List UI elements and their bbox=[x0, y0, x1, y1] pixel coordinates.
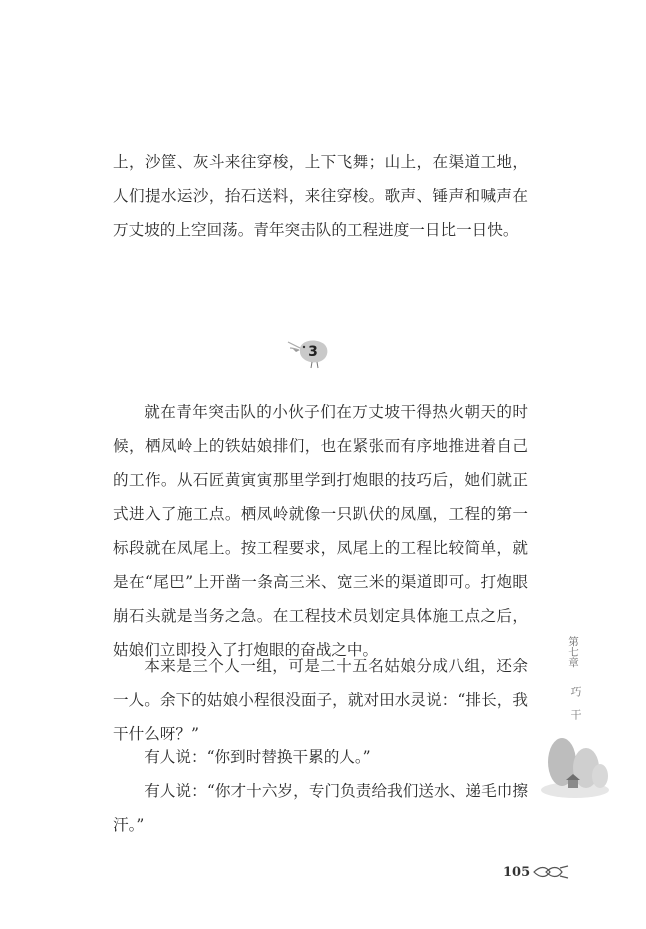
landscape-illustration bbox=[540, 732, 610, 802]
paragraph-2: 本来是三个人一组，可是二十五名姑娘分成八组，还余一人。余下的姑娘小程很没面子，就对田水灵说：“排长，我干什么呀？” bbox=[113, 657, 528, 743]
bird-icon bbox=[286, 334, 334, 370]
paragraph-3: 有人说：“你到时替换干累的人。” bbox=[144, 748, 371, 766]
leaf-ornament-icon bbox=[532, 864, 570, 880]
page-number: 105 bbox=[503, 865, 531, 880]
paragraph-1: 就在青年突击队的小伙子们在万丈坡干得热火朝天的时候，栖凤岭上的铁姑娘排们，也在紧张而有序地推进着自己的工作。从石匠黄寅寅那里学到打炮眼的技巧后，她们就正式进入了施工点。栖凤岭就像一只趴伏的凤凰，工程的第一标段就在凤尾上。按工程要求，凤尾上的工程比较简单，就是在“尾巴”上开凿一条高三米、宽三米的渠道即可。打炮眼崩石头就是当务之急。在工程技术员划定具体施工点之后，姑娘们立即投入了打炮眼的奋战之中。 bbox=[113, 403, 528, 659]
section-number: 3 bbox=[308, 344, 318, 360]
paragraph-top: 上，沙筐、灰斗来往穿梭，上下飞舞；山上，在渠道工地，人们提水运沙，抬石送料，来往穿梭。歌声、锤声和喊声在万丈坡的上空回荡。青年突击队的工程进度一日比一日快。 bbox=[113, 153, 528, 239]
chapter-title: 巧干 bbox=[569, 686, 582, 732]
chapter-label: 第七章 bbox=[567, 636, 579, 668]
paragraph-4: 有人说：“你才十六岁，专门负责给我们送水、递毛巾擦汗。” bbox=[113, 782, 528, 834]
